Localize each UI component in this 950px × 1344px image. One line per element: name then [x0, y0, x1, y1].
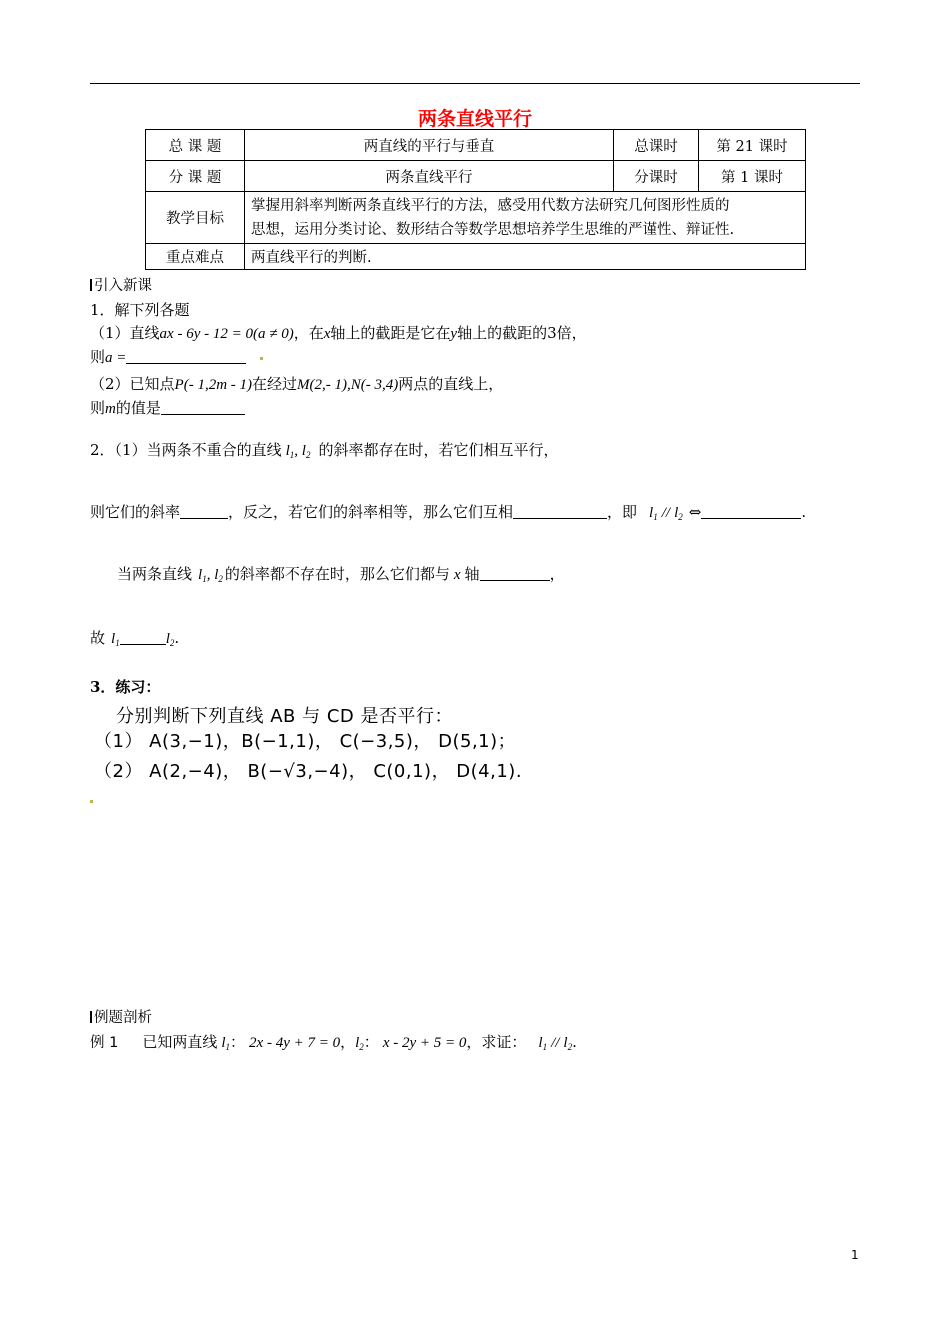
exercise-item-2: （2） A(2,−4)， B(−√3,−4)， C(0,1)， D(4,1). [94, 761, 523, 782]
objective-line: 掌握用斜率判断两条直线平行的方法，感受用代数方法研究几何图形性质的 [251, 197, 730, 214]
question-2-3: 当两条直线 $l_1$, $l_2$ 的斜率都不存在时，那么它们都与 x 轴 ， [117, 565, 565, 584]
question-3-title: 3．练习： [90, 678, 161, 696]
answer-blank[interactable] [120, 630, 166, 645]
answer-blank[interactable] [480, 566, 550, 581]
header-rule [90, 83, 860, 84]
cell-label: 教学目标 [146, 192, 245, 244]
question-2-4: 故 $l_1$ $l_2$. [90, 629, 180, 648]
section-heading: 引入新课 [90, 274, 152, 295]
cell-value-objectives [245, 192, 806, 244]
exercise-prompt: 分别判断下列直线 AB 与 CD 是否平行： [116, 706, 453, 727]
cell-label: 分 课 题 [146, 161, 245, 192]
question-1-1-answer: 则a = [90, 346, 246, 367]
bullet-mark [90, 1011, 92, 1023]
section-heading: 例题剖析 [90, 1006, 152, 1027]
cell-value: 第 21 课时 [699, 130, 806, 161]
question-1-title: 1．解下列各题 [90, 301, 190, 319]
question-1-2: （2）已知点P(- 1,2m - 1)在经过M(2,- 1),N(- 3,4)两点的直线上， [90, 375, 504, 393]
cell-value: 两直线的平行与垂直 [245, 130, 614, 161]
answer-blank[interactable] [513, 504, 607, 519]
bullet-mark [90, 279, 92, 291]
cell-value: 第 1 课时 [699, 161, 806, 192]
cell-label: 总 课 题 [146, 130, 245, 161]
cell-label: 重点难点 [146, 244, 245, 270]
decorative-dot [90, 800, 93, 803]
decorative-dot [260, 357, 263, 360]
cell-label: 总课时 [614, 130, 699, 161]
example-1: 例 1 已知两直线 $l_1$： 2x - 4y + 7 = 0，$l_2$： x - 2y + 5 = 0，求证： $l_1 // l_2$. [90, 1033, 577, 1052]
answer-blank[interactable] [126, 349, 246, 364]
page-title: 两条直线平行 [417, 108, 532, 130]
question-1-2-answer: 则m的值是 [90, 397, 245, 418]
objective-line: 思想，运用分类讨论、数形结合等数学思想培养学生思维的严谨性、辩证性. [251, 221, 735, 238]
cell-value: 两条直线平行 [245, 161, 614, 192]
answer-blank[interactable] [701, 504, 801, 519]
exercise-item-1: （1） A(3,−1)，B(−1,1)， C(−3,5)， D(5,1)； [94, 731, 517, 752]
question-2-1: 2．（1）当两条不重合的直线 $l_1$, $l_2$ 的斜率都存在时，若它们相互平行， [90, 441, 559, 460]
cell-label: 分课时 [614, 161, 699, 192]
lesson-info-table [145, 129, 806, 270]
cell-value: 两直线平行的判断. [245, 244, 806, 270]
answer-blank[interactable] [161, 400, 245, 415]
answer-blank[interactable] [180, 504, 228, 519]
page-number: 1 [851, 1248, 859, 1262]
question-1-1: （1）直线ax - 6y - 12 = 0(a ≠ 0)，在x轴上的截距是它在y轴上的截距的3倍， [90, 324, 587, 342]
question-2-2: 则它们的斜率 ，反之，若它们的斜率相等，那么它们互相 ，即 $l_1 // l_2$ ⇔ . [90, 503, 807, 522]
